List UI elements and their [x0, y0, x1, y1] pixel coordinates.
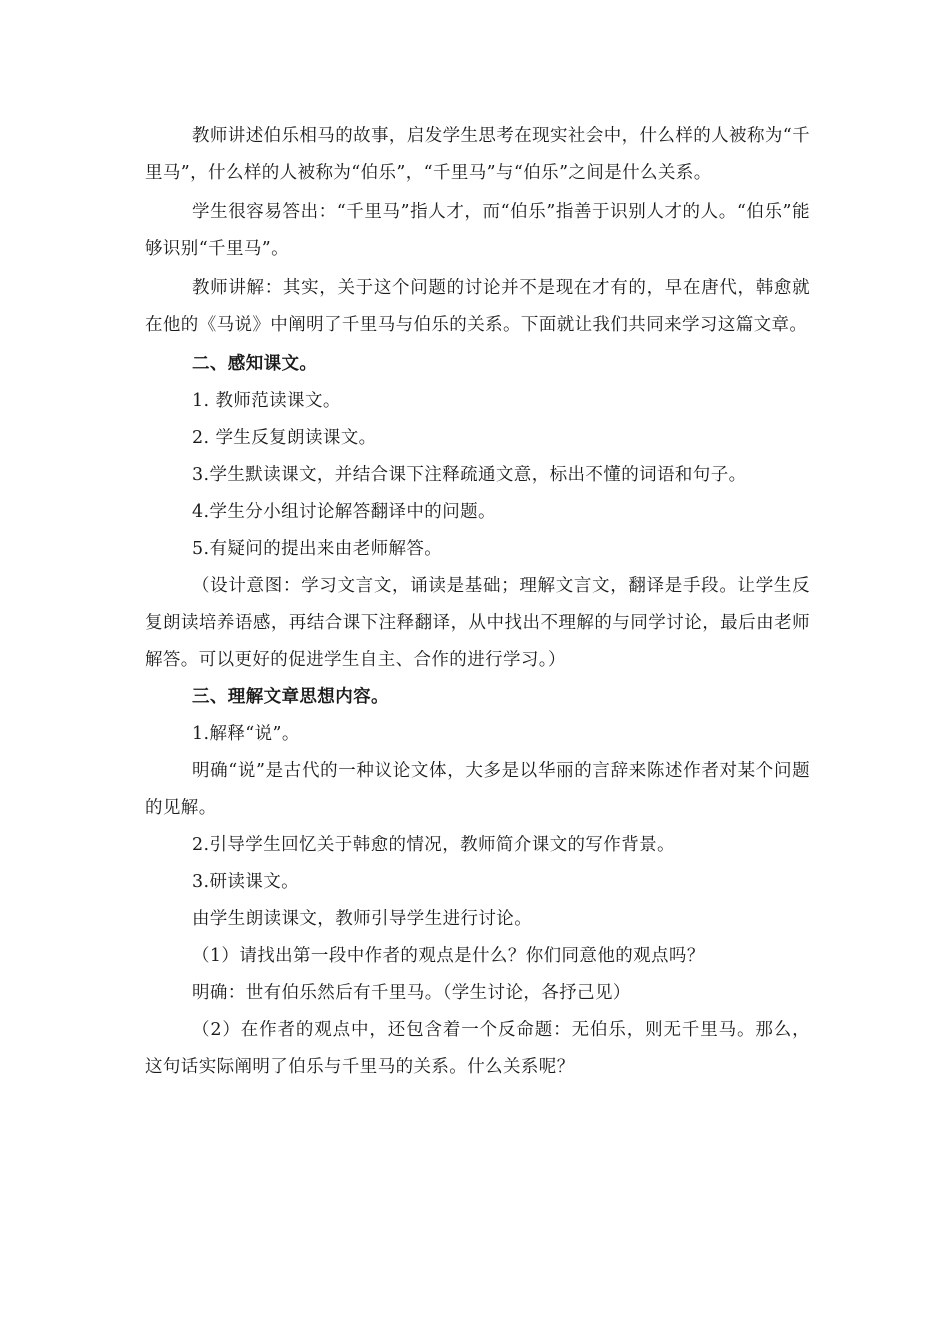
document-page [145, 118, 810, 1086]
question-1: （1）请找出第一段中作者的观点是什么？你们同意他的观点吗？ [192, 946, 705, 966]
paragraph-design-intent: （设计意图：学习文言文，诵读是基础；理解文言文，翻译是手段。让学生反复朗读培养语感，再结合课下注释翻译，从中找出不理解的与同学讨论，最后由老师解答。可以更好的促进学生自主、合作的进行学习。） [145, 576, 810, 670]
list-item: 2.引导学生回忆关于韩愈的情况，教师简介课文的写作背景。 [192, 835, 675, 855]
section-heading-2: 二、感知课文。 [192, 354, 318, 374]
section-heading-3: 三、理解文章思想内容。 [192, 687, 389, 707]
list-item: 3.学生默读课文，并结合课下注释疏通文意，标出不懂的词语和句子。 [192, 465, 747, 485]
paragraph-reading: 由学生朗读课文，教师引导学生进行讨论。 [192, 909, 533, 929]
list-item: 5.有疑问的提出来由老师解答。 [192, 539, 443, 559]
paragraph-clarify-shuo: 明确“说”是古代的一种议论文体，大多是以华丽的言辞来陈述作者对某个问题的见解。 [145, 761, 810, 818]
list-item: 1.解释“说”。 [192, 724, 300, 744]
paragraph-student-answer: 学生很容易答出：“千里马”指人才，而“伯乐”指善于识别人才的人。“伯乐”能够识别“千里马”。 [145, 202, 810, 259]
paragraph-story-intro: 教师讲述伯乐相马的故事，启发学生思考在现实社会中，什么样的人被称为“千里马”，什么样的人被称为“伯乐”，“千里马”与“伯乐”之间是什么关系。 [145, 126, 810, 183]
list-item: 1. 教师范读课文。 [192, 391, 341, 411]
paragraph-teacher-explain: 教师讲解：其实，关于这个问题的讨论并不是现在才有的，早在唐代，韩愈就在他的《马说》中阐明了千里马与伯乐的关系。下面就让我们共同来学习这篇文章。 [145, 278, 810, 335]
list-item: 4.学生分小组讨论解答翻译中的问题。 [192, 502, 496, 522]
question-2: （2）在作者的观点中，还包含着一个反命题：无伯乐，则无千里马。那么，这句话实际阐明了伯乐与千里马的关系。什么关系呢？ [145, 1020, 810, 1077]
answer-1: 明确：世有伯乐然后有千里马。（学生讨论，各抒己见） [192, 983, 631, 1003]
list-item: 3.研读课文。 [192, 872, 299, 892]
list-item: 2. 学生反复朗读课文。 [192, 428, 377, 448]
